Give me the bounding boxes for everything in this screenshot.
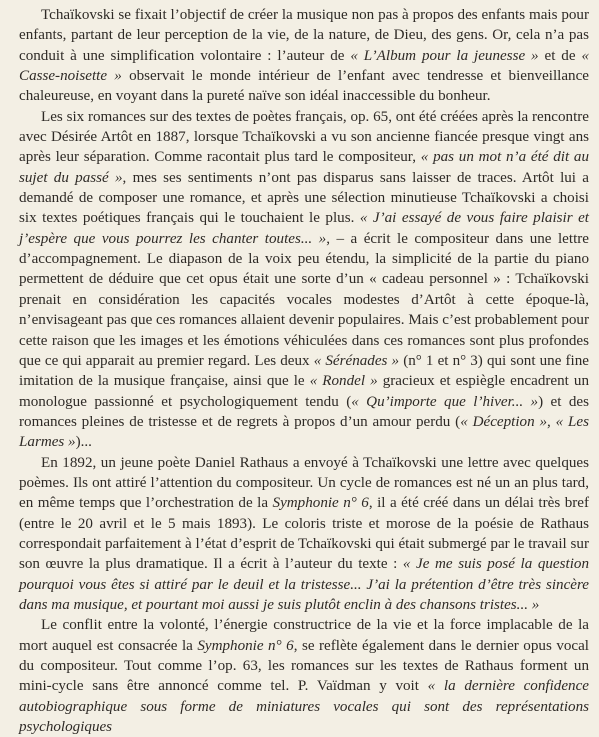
italic-quote: « Rondel » (309, 373, 378, 390)
italic-quote: Symphonie n° 6 (197, 637, 294, 654)
paragraph (19, 5, 589, 107)
text-run: , il a été créé dans un délai très bref (entre le 20 avril et le 5 mais 1893). Le coloris triste et morose de la poésie de Rathaus correspondait parfaitement à l’état d’esprit de Tchaïkovski qui était submergé par le travail sur son œuvre la plus dramatique. Il a écrit à l’auteur du texte : (19, 495, 589, 573)
text-run: , mes ses sentiments n’ont pas disparus sans laisser de traces. Artôt lui a demandé de composer une romance, et après une sélection minutieuse Tchaïkovski a choisi six textes poétiques français qui le touchaient le plus. (19, 169, 589, 227)
text-run: Les six romances sur des textes de poètes français, op. 65, ont été créées après la rencontre avec Désirée Artôt en 1887, lorsque Tchaïkovski a vu son ancienne fiancée presque vingt ans après leur séparation. Comme racontait plus tard le compositeur, (19, 108, 589, 166)
italic-quote: « Je me suis posé la question pourquoi vous êtes si attiré par le deuil et la tristesse... J’ai la prétention d’être très sincère dans ma musique, et pourtant moi aussi je suis plutôt enclin à des chansons tristes... » (19, 556, 589, 613)
text-run: observait le monde intérieur de l’enfant avec tendresse et bienveillance chaleureuse, en voyant dans la pureté naïve son idéal inaccessible du bonheur. (19, 68, 589, 105)
text-run: gracieux et espiègle encadrent un monologue passionné et psychologiquement tendu ( (19, 373, 589, 410)
text-run: En 1892, un jeune poète Daniel Rathaus a envoyé à Tchaïkovski une lettre avec quelques poèmes. Ils ont attiré l’attention du compositeur. Un cycle de romances est né un an plus tard, en même temps que l’orchestration de la (19, 454, 589, 512)
italic-quote: « pas un mot n’a été dit au sujet du passé » (19, 149, 590, 186)
italic-quote: « la dernière confidence autobiographique sous forme de miniatures vocales qui sont des représentations psychologiques (19, 678, 589, 736)
italic-quote: « J’ai essayé de vous faire plaisir et j’espère que vous pourrez les chanter toutes... » (19, 210, 589, 247)
paragraph (19, 107, 589, 453)
italic-quote: « L’Album pour la jeunesse » (350, 47, 539, 64)
italic-quote: « Les Larmes » (19, 413, 589, 451)
italic-quote: « Qu’importe que l’hiver... » (351, 393, 539, 410)
body-text (19, 5, 589, 737)
text-run: ) et des romances pleines de tristesse et de regrets à propos d’un amour perdu ( (19, 393, 589, 430)
text-run: , – a écrit le compositeur dans une lettre d’accompagnement. Le diapason de la voix peu étendu, la simplicité de la partie du piano permettent de déduire que cet opus était une sorte d’un « cadeau personnel » : Tchaïkovski prenait en considération les capacités vocales modestes d’Artôt à cette époque-là, n’envisageant pas que ces romances allaient devenir populaires. Mais c’est probablement pour cette raison que les images et les émotions véhiculées dans ces romances sont plus profondes que ce qui apparait au premier regard. Les deux (19, 230, 590, 369)
text-run: Tchaïkovski se fixait l’objectif de créer la musique non pas à propos des enfants mais pour enfants, partant de leur perception de la vie, de la nature, de Dieu, des gens. Or, cela n’a pas conduit à une simplification volontaire : l’auteur de (19, 7, 589, 64)
text-run: , (547, 413, 556, 430)
paragraph (19, 453, 589, 616)
italic-quote: Symphonie n° 6 (272, 495, 369, 512)
text-run: (n° 1 et n° 3) qui sont une fine imitation de la musique française, ainsi que le (19, 352, 589, 390)
text-run: Le conflit entre la volonté, l’énergie constructrice de la vie et la force implacable de la mort auquel est consacrée la (19, 617, 589, 654)
text-run: )... (75, 434, 92, 451)
italic-quote: « Déception » (460, 413, 548, 430)
text-run: et de (538, 47, 582, 64)
text-run: , se reflète également dans le dernier opus vocal du compositeur. Tout comme l’op. 63, les romances sur les textes de Rathaus forment un mini-cycle sans être annoncé comme tel. P. Vaïdman y voit (19, 637, 590, 695)
italic-quote: « Casse-noisette » (19, 47, 589, 85)
italic-quote: « Sérénades » (313, 352, 400, 369)
paragraph (19, 615, 589, 737)
